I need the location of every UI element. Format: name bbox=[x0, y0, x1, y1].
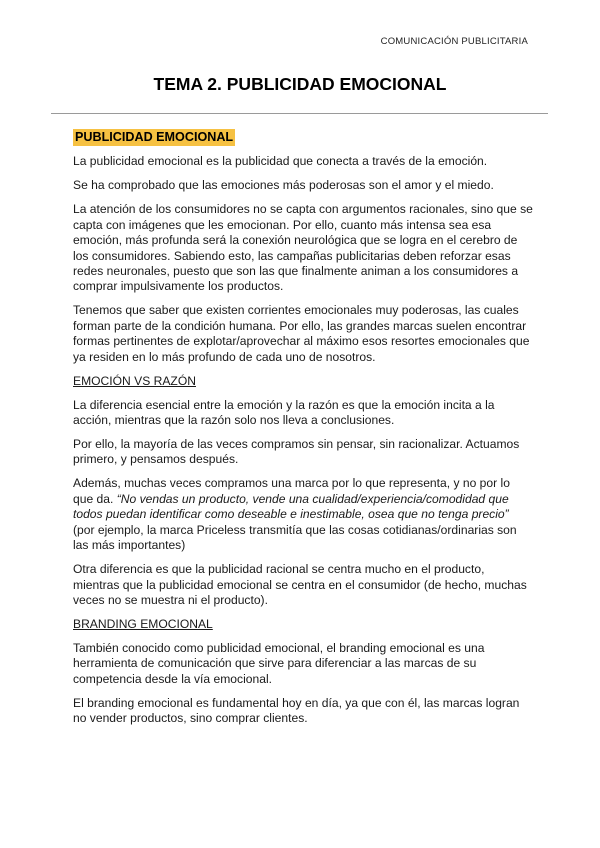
subheading-emocion-vs-razon: EMOCIÓN VS RAZÓN bbox=[73, 373, 196, 388]
paragraph-branding-fundamental: El branding emocional es fundamental hoy en día, ya que con él, las marcas logran no vender productos, sino comprar clientes. bbox=[73, 695, 520, 726]
page-title: TEMA 2. PUBLICIDAD EMOCIONAL bbox=[153, 74, 447, 94]
paragraph-emociones-poderosas: Se ha comprobado que las emociones más poderosas son el amor y el miedo. bbox=[73, 178, 494, 193]
paragraph-otra-diferencia: Otra diferencia es que la publicidad racional se centra mucho en el producto, mientras que la publicidad emocional se centra en el consumidor (de hecho, muchas veces no se muestra ni el producto). bbox=[73, 562, 527, 607]
paragraph-compramos-sin-pensar: Por ello, la mayoría de las veces compramos sin pensar, sin racionalizar. Actuamos primero, y pensamos después. bbox=[73, 437, 520, 467]
paragraph-branding-definicion: También conocido como publicidad emocional, el branding emocional es una herramienta de comunicación que sirve para diferenciar a las marcas de su competencia desde la vía emocional. bbox=[73, 640, 485, 686]
marca-lead-text: Además, muchas veces compramos una marca por lo que representa, y no por lo que da. bbox=[73, 476, 510, 506]
subheading-branding-emocional: BRANDING EMOCIONAL bbox=[73, 616, 213, 631]
paragraph-marca-representa bbox=[73, 476, 533, 553]
paragraph-diferencia-esencial: La diferencia esencial entre la emoción y la razón es que la emoción incita a la acción, mientras que la razón solo nos lleva a conclusiones. bbox=[73, 397, 495, 428]
section-heading-publicidad-emocional: PUBLICIDAD EMOCIONAL bbox=[73, 129, 235, 146]
paragraph-corrientes-emocionales: Tenemos que saber que existen corrientes emocionales muy poderosas, las cuales forman parte de la condición humana. Por ello, las grandes marcas suelen encontrar formas pertinentes de explotar/aprovechar al máximo esos resortes emocionales que ya residen en lo más profundo de cada uno de nosotros. bbox=[73, 303, 530, 364]
paragraph-atencion-consumidores: La atención de los consumidores no se capta con argumentos racionales, sino que se capta con imágenes que les emocionan. Por ello, cuanto más intensa sea esa emoción, más profunda será la conexión neurológica que se logra en el cerebro de los consumidores. Sabiendo esto, las campañas publicitarias deben reforzar esas redes neuronales, puesto que son las que finalmente animan a los consumidores a comprar impulsivamente los productos. bbox=[73, 202, 533, 294]
paragraph-definicion: La publicidad emocional es la publicidad que conecta a través de la emoción. bbox=[73, 154, 488, 169]
marca-tail-text: (por ejemplo, la marca Priceless transmitía que las cosas cotidianas/ordinarias son las más importantes) bbox=[73, 522, 517, 553]
document-body bbox=[73, 129, 533, 735]
running-header: COMUNICACIÓN PUBLICITARIA bbox=[380, 36, 528, 47]
marca-quote: “No vendas un producto, vende una cualidad/experiencia/comodidad que todos puedan identificar como deseable e inestimable, osea que no tenga precio” bbox=[73, 491, 509, 522]
title-divider bbox=[51, 113, 548, 114]
